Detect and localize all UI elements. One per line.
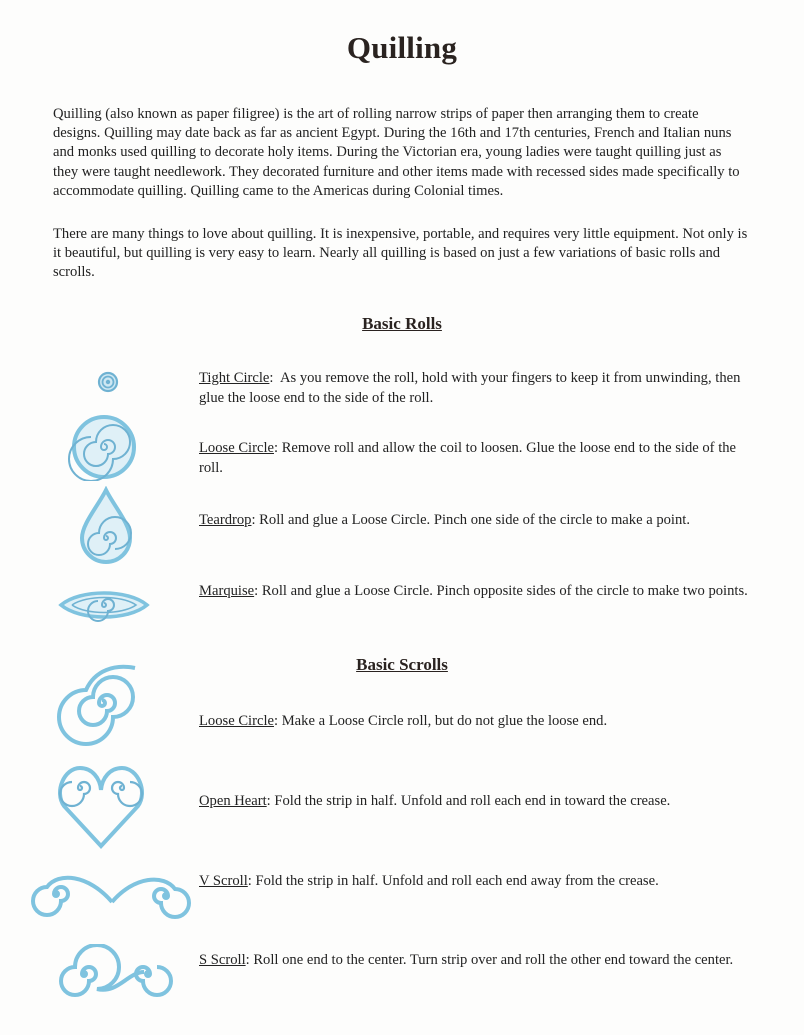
item-sep: : bbox=[247, 873, 256, 889]
item-sep: : bbox=[273, 440, 282, 456]
s-scroll-item bbox=[199, 951, 759, 971]
page-title: Quilling bbox=[346, 30, 458, 65]
loose-scroll-item bbox=[199, 712, 759, 732]
item-sep: : bbox=[273, 713, 282, 729]
item-term: Tight Circle bbox=[199, 370, 270, 386]
item-term: Teardrop bbox=[199, 512, 252, 528]
basic-rolls-heading: Basic Rolls bbox=[362, 314, 442, 333]
open-heart-icon bbox=[56, 762, 146, 850]
item-sep: : bbox=[269, 370, 280, 386]
item-sep: : bbox=[245, 952, 254, 968]
s-scroll-icon bbox=[48, 944, 180, 1006]
teardrop-icon bbox=[78, 486, 134, 566]
item-sep: : bbox=[254, 583, 262, 599]
teardrop-item bbox=[199, 511, 759, 531]
item-term: Loose Circle bbox=[199, 440, 274, 456]
intro-paragraph-2: There are many things to love about quilling. It is inexpensive, portable, and requires very little equipment. Not only is it beautiful, but quilling is very easy to learn. Nearly all quilling is based on just a few variations of basic rolls and scrolls. bbox=[53, 226, 748, 281]
item-term: Loose Circle bbox=[199, 713, 274, 729]
item-desc: Roll one end to the center. Turn strip over and roll the other end toward the center. bbox=[253, 952, 734, 968]
item-desc: Fold the strip in half. Unfold and roll each end in toward the crease. bbox=[274, 793, 671, 809]
loose-scroll-icon bbox=[55, 660, 151, 746]
item-desc: Roll and glue a Loose Circle. Pinch one side of the circle to make a point. bbox=[259, 512, 690, 528]
intro-paragraph-1: Quilling (also known as paper filigree) is the art of rolling narrow strips of paper then arranging them to create designs. Quilling may date back as far as ancient Egypt. During the 16th and 17th centuries, French and Italian nuns and monks used quilling to decorate holy items. During the Victorian era, young ladies were taught quilling just as they were taught needlework. They decorated furniture and other items made with recessed sides made specifically to accommodate quilling. Quilling came to the Americas during Colonial times. bbox=[53, 106, 740, 199]
item-term: V Scroll bbox=[199, 873, 248, 889]
tight-circle-item bbox=[199, 369, 759, 408]
item-term: Open Heart bbox=[199, 793, 267, 809]
loose-circle-icon bbox=[68, 413, 142, 481]
item-desc: Roll and glue a Loose Circle. Pinch opposite sides of the circle to make two points. bbox=[261, 583, 748, 599]
item-desc: Make a Loose Circle roll, but do not glue the loose end. bbox=[281, 713, 608, 729]
marquise-item bbox=[199, 582, 759, 602]
item-desc: As you remove the roll, hold with your fingers to keep it from unwinding, then glue the loose end to the side of the roll. bbox=[199, 370, 741, 406]
tight-circle-icon bbox=[96, 369, 126, 395]
basic-scrolls-heading: Basic Scrolls bbox=[356, 655, 448, 674]
marquise-icon bbox=[58, 585, 150, 625]
loose-circle-item bbox=[199, 439, 759, 478]
open-heart-item bbox=[199, 792, 759, 812]
item-term: Marquise bbox=[199, 583, 255, 599]
v-scroll-item bbox=[199, 872, 759, 892]
item-sep: : bbox=[266, 793, 275, 809]
item-desc: Fold the strip in half. Unfold and roll each end away from the crease. bbox=[255, 873, 659, 889]
item-desc: Remove roll and allow the coil to loosen. Glue the loose end to the side of the roll. bbox=[199, 440, 737, 476]
v-scroll-icon bbox=[28, 860, 194, 920]
item-term: S Scroll bbox=[199, 952, 246, 968]
item-sep: : bbox=[251, 512, 260, 528]
